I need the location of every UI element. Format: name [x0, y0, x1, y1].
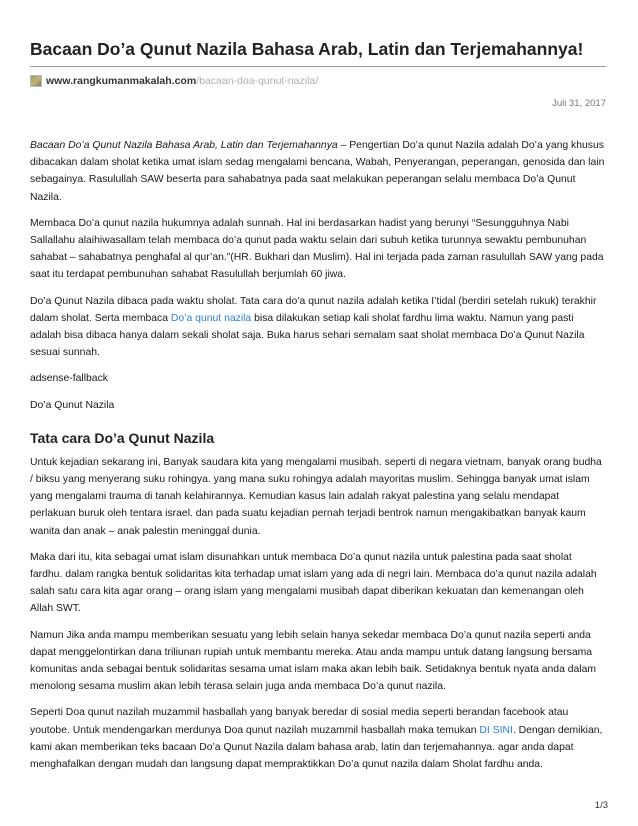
- adsense-fallback-text: adsense-fallback: [30, 373, 108, 385]
- document-page: [30, 0, 606, 782]
- paragraph-3-text-b: bisa dilakukan setiap kali sholat fardhu lima waktu. Namun yang pasti adalah bisa dibaca hanya dalam sekali sholat saja. Buka harus sehari semalam saat sholat membaca Do’a Qunut Nazila sesuai sunnah.: [30, 312, 585, 359]
- section-heading: Tata cara Do’a Qunut Nazila: [30, 429, 215, 446]
- intro-emphasis: Bacaan Do’a Qunut Nazila Bahasa Arab, Latin dan Terjemahannya: [30, 140, 338, 151]
- paragraph-4: Untuk kejadian sekarang ini, Banyak saudara kita yang mengalami musibah. seperti di negara vietnam, banyak orang budha / biksu yang menyerang suku rohingya. yang mana suku rohingya adalah mayoritas muslim. Sehingga banyak umat islam yang mengalami trauma di tanah kelahirannya. Kemudian kasus lain adalah rakyat palestina yang selalu mendapat perlakuan buruk oleh tentara israel. dan pada suatu kejadian pernah terjadi bentrok namun mengakibatkan banyak kaum wanita dan anak – anak palestin meninggal dunia.: [30, 456, 602, 537]
- paragraph-7-text-b: . Dengan demikian, kami akan memberikan teks bacaan Do’a Qunut Nazila dalam bahasa arab, latin dan terjemahannya. agar anda dapat menghafalkan dengan mudah dan langsung dapat mempraktikkan Do’a qunut nazila dalam Sholat fardhu anda.: [30, 724, 603, 771]
- paragraph-1: [30, 137, 606, 206]
- site-favicon-icon: [30, 75, 42, 87]
- paragraph-7: [30, 704, 606, 773]
- source-path[interactable]: /bacaan-doa-qunut-nazila/: [196, 75, 319, 87]
- fallback-caption: Do’a Qunut Nazila: [30, 399, 115, 411]
- paragraph-5: Maka dari itu, kita sebagai umat islam disunahkan untuk membaca Do’a qunut nazila untuk palestina pada saat sholat fardhu. dalam rangka bentuk solidaritas kita terhadap umat islam yang ada di negri lain. Membaca do’a qunut nazila adalah salah satu cara kita agar orang – orang islam yang mengalami musibah dapat diberikan kekuatan dan kemenangan oleh Allah SWT.: [30, 551, 597, 615]
- intro-text: – Pengertian Do’a qunut Nazila adalah Do’a yang khusus dibacakan dalam sholat ketika umat islam sedag mengalami bencana, Wabah, Penyerangan, peperangan, genosida dan lain sebagainya. Rasulullah SAW beserta para sahabatnya pada saat melakukan peperangan selalu membaca Do’a Qunut Nazila.: [30, 140, 605, 203]
- title-divider: [30, 66, 606, 67]
- source-line: [30, 74, 606, 88]
- article-body: [30, 137, 606, 773]
- source-host[interactable]: www.rangkumanmakalah.com: [46, 75, 197, 87]
- paragraph-3-text-a: Do’a Qunut Nazila dibaca pada waktu sholat. Tata cara do’a qunut nazila adalah ketika I’tidal (berdiri setelah rukuk) terakhir dalam sholat. Serta membaca: [30, 295, 597, 324]
- paragraph-7-text-a: Seperti Doa qunut nazilah muzammil hasballah yang banyak beredar di sosial media seperti berandan facebook atau youtobe. Untuk mendengarkan merdunya Doa qunut nazilah muzammil hasballah maka temukan: [30, 707, 569, 736]
- doa-qunut-nazila-link[interactable]: Do’a qunut nazila: [170, 312, 252, 324]
- paragraph-2: Membaca Do’a qunut nazila hukumnya adalah sunnah. Hal ini berdasarkan hadist yang berunyi “Sesungguhnya Nabi Sallallahu alaihiwasallam telah membaca do’a qunut pada waktu selain dari subuh ketika turunnya sewaktu pembunuhan sahabat – sahabatnya penghafal al qur’an.”(HR. Bukhari dan Muslim). Hal ini terjada pada zaman rasulullah SAW yang pada saat itu terdapat pembunuhan sahabat Rasulullah berjumlah 60 jiwa.: [30, 217, 604, 281]
- paragraph-3: [30, 293, 606, 362]
- page-number: 1/3: [594, 800, 608, 811]
- paragraph-6: Namun Jika anda mampu memberikan sesuatu yang lebih selain hanya sekedar membaca Do’a qunut nazila seperti anda dapat menggelontirkan dana triliunan rupiah untuk membantu mereka. Atau anda mampu untuk datang langsung bersama komunitas anda sebagai bentuk solidaritas sesama umat islam maka akan lebih baik. Setidaknya bentuk nyata anda dalam menolong sesama muslim akan lebih terasa selain juga anda membaca Do’a qunut nazila.: [30, 629, 597, 693]
- post-date: Juli 31, 2017: [552, 98, 606, 109]
- page-title: Bacaan Do’a Qunut Nazila Bahasa Arab, Latin dan Terjemahannya!: [30, 39, 584, 59]
- di-sini-link[interactable]: DI SINI: [479, 724, 513, 736]
